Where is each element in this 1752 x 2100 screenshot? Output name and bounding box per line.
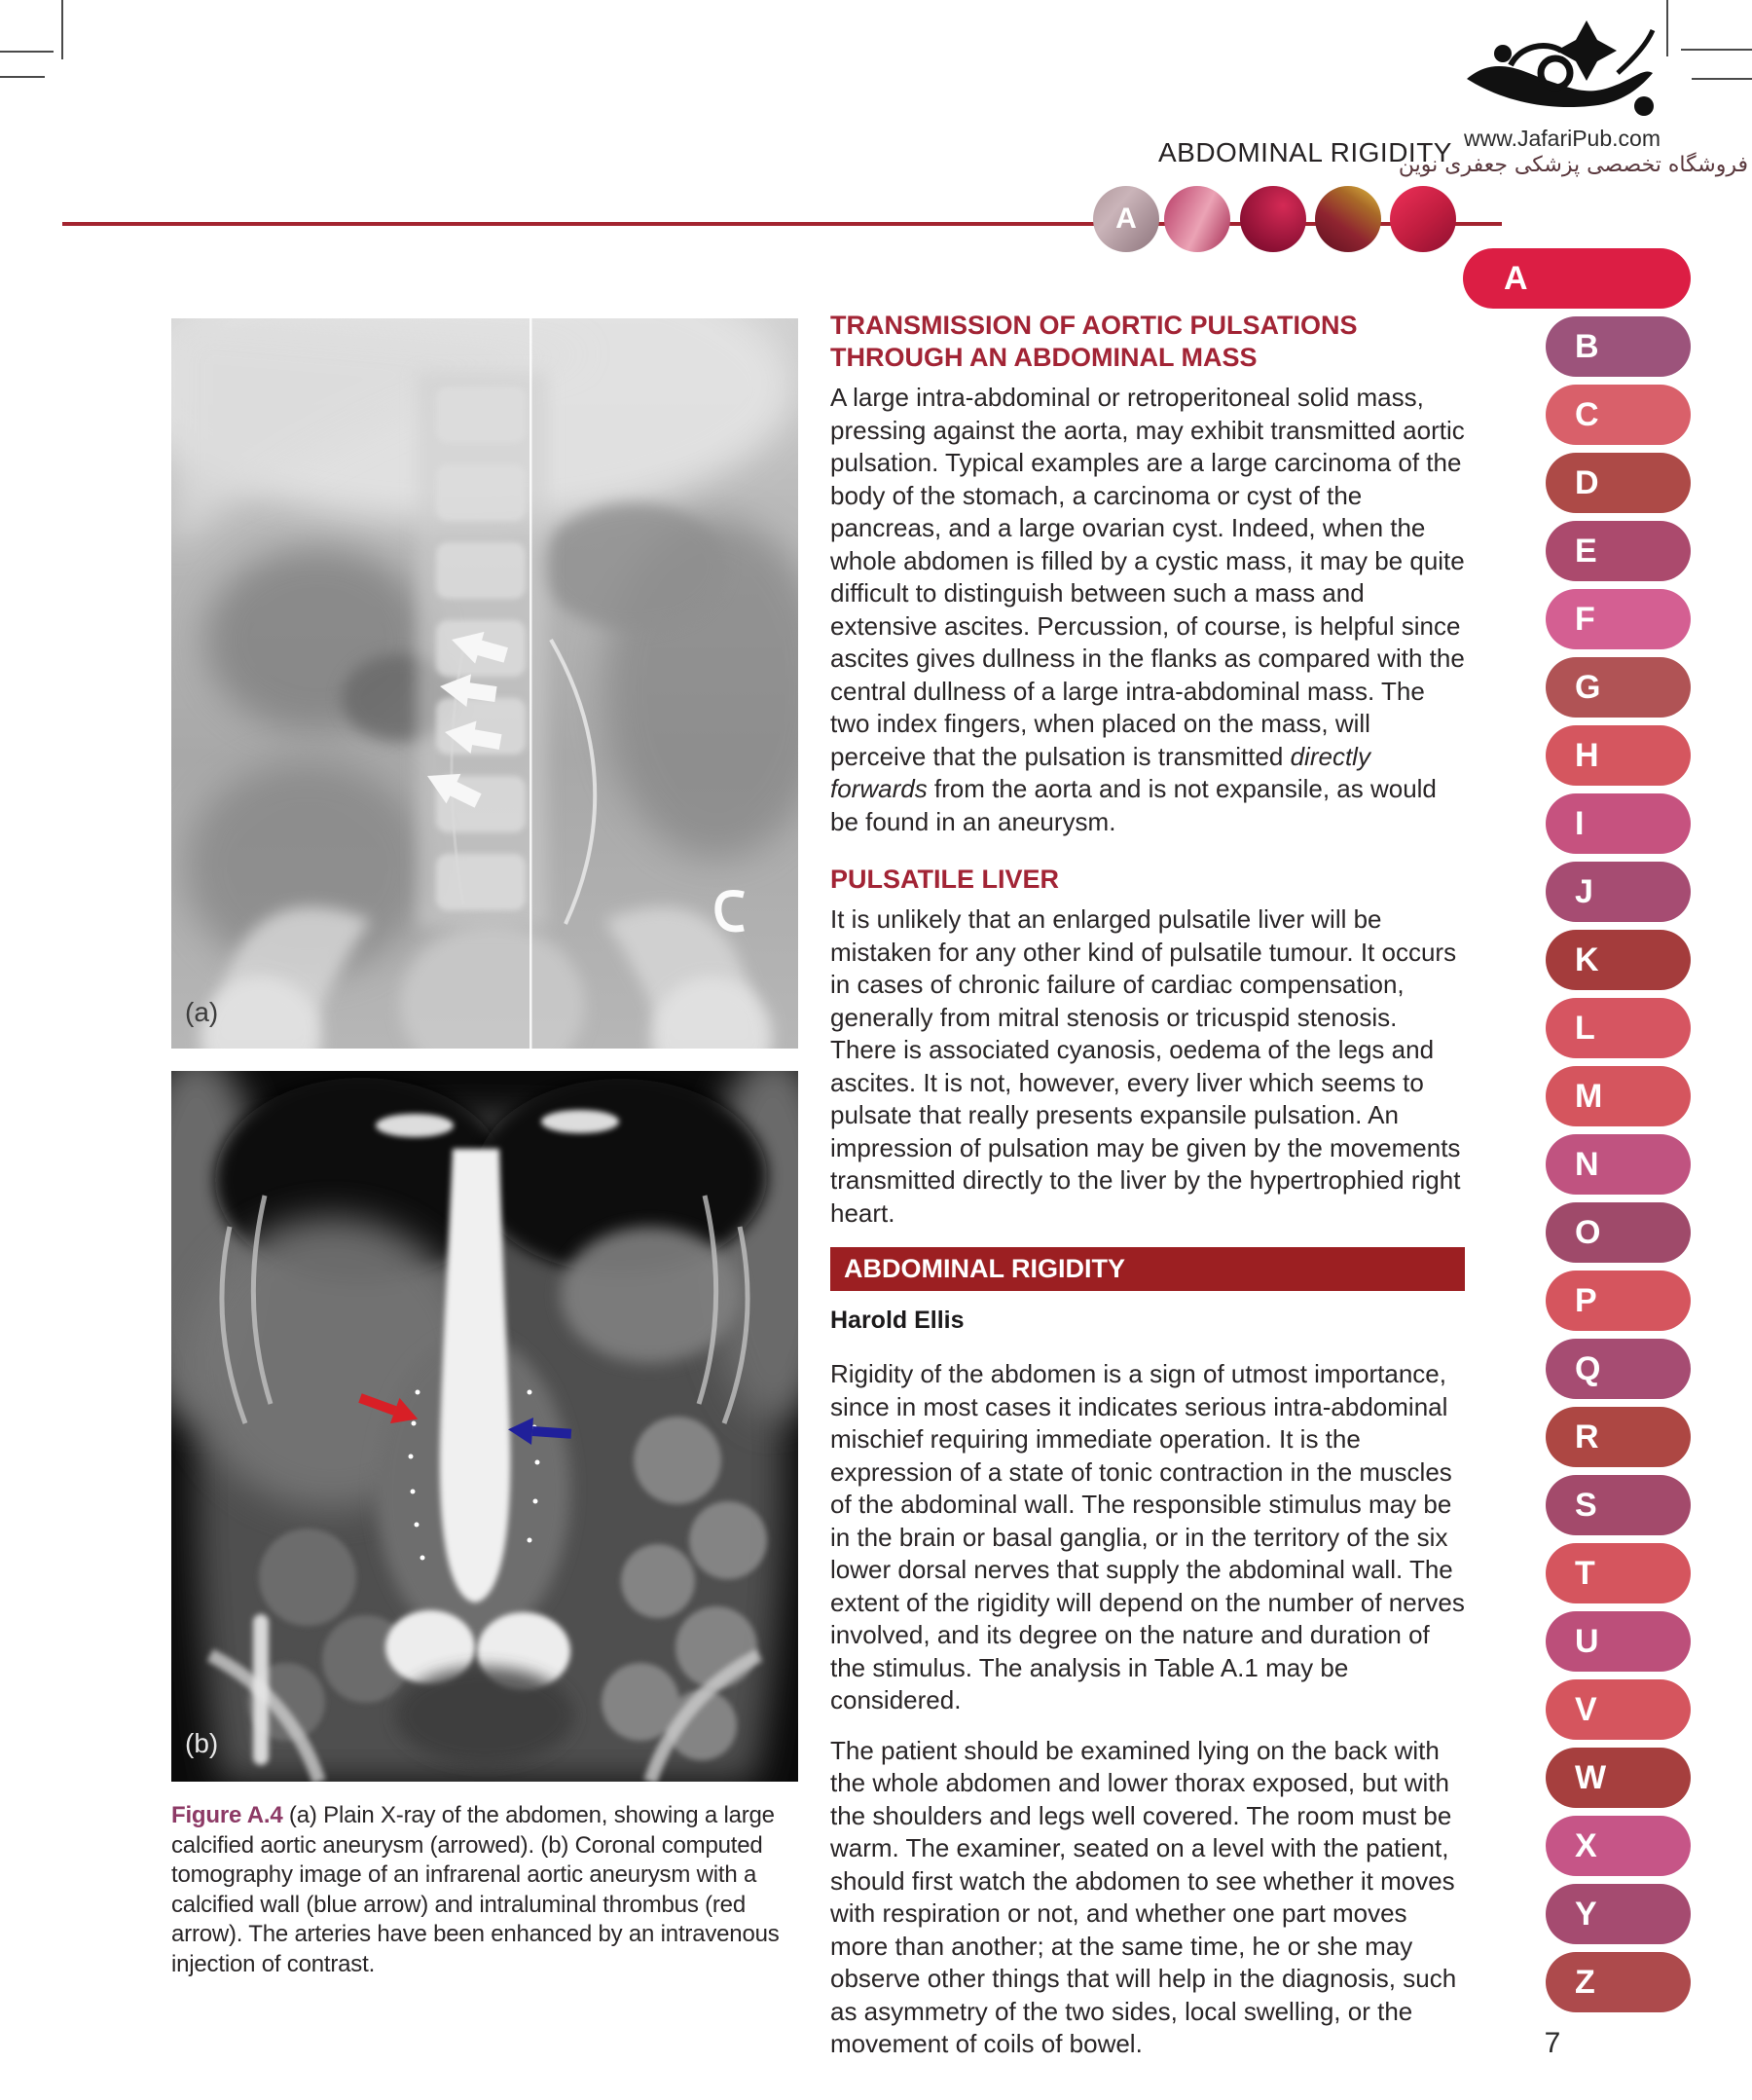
sidebar-tab-I: [1546, 793, 1691, 854]
sidebar-tab-K: [1546, 930, 1691, 990]
section-heading-pulsatile-liver: PULSATILE LIVER: [830, 865, 1060, 894]
paragraph-rigidity-2: The patient should be examined lying on the back with the whole abdomen and lower thorax exposed, but with the shoulders and legs well covered. The room must be warm. The examiner, seated on a level with the patient, should first watch the abdomen to see whether it moves with respiration or not, and whether one part moves more than another; at the same time, he or she may observe other things that will help in the diagnosis, such as asymmetry of the two sides, local swelling, or the movement of coils of bowel.: [830, 1735, 1457, 2058]
decorative-circle: [1315, 186, 1381, 252]
sidebar-tab-U: [1546, 1611, 1691, 1672]
figure-caption-number: Figure A.4: [171, 1802, 283, 1828]
crop-mark: [61, 0, 63, 59]
sidebar-tab-C: [1546, 385, 1691, 445]
sidebar-tab-letter: N: [1575, 1146, 1599, 1183]
crop-mark: [1666, 0, 1668, 56]
sidebar-tab-H: [1546, 725, 1691, 786]
sidebar-tab-letter: C: [1575, 396, 1599, 433]
sidebar-tab-letter: X: [1575, 1827, 1597, 1864]
publisher-tagline-farsi: فروشگاه تخصصی پزشکی جعفری نوین: [1398, 153, 1748, 177]
sidebar-tab-letter: T: [1575, 1555, 1595, 1592]
sidebar-tab-letter: A: [1504, 260, 1528, 297]
sidebar-tab-J: [1546, 862, 1691, 922]
figure-b-label: (b): [185, 1728, 219, 1758]
sidebar-tab-L: [1546, 998, 1691, 1058]
section-letter: A: [1115, 203, 1137, 235]
figure-caption-text: (a) Plain X-ray of the abdomen, showing a large calcified aortic aneurysm (arrowed). (b) Coronal computed tomography image of an infrarenal aortic aneurysm with a calcified wall (blue arrow) and intraluminal thrombus (red arrow). The arteries have been enhanced by an intravenous injection of contrast.: [171, 1802, 780, 1977]
sidebar-tab-letter: U: [1575, 1623, 1599, 1660]
sidebar-tab-letter: E: [1575, 533, 1597, 570]
sidebar-tab-letter: W: [1575, 1759, 1607, 1796]
paragraph-rigidity-1: Rigidity of the abdomen is a sign of utmost importance, since in most cases it indicates serious intra-abdominal mischief requiring immediate operation. It is the expression of a state of tonic contraction in the muscles of the abdominal wall. The responsible stimulus may be in the brain or basal ganglia, or in the territory of the six lower dorsal nerves that supply the abdominal wall. The extent of the rigidity will depend on the number of nerves involved, and its degree on the nature and duration of the stimulus. The analysis in Table A.1 may be considered.: [830, 1359, 1465, 1714]
publisher-url: www.JafariPub.com: [1464, 126, 1661, 151]
paragraph-text: A large intra-abdominal or retroperitoneal solid mass, pressing against the aorta, may exhibit transmitted aortic pulsation. Typical examples are a large carcinoma of the body of the stomach, a carcinoma or cyst of the pancreas, and a large ovarian cyst. Indeed, when the whole abdomen is filled by a cystic mass, it may be quite difficult to distinguish between such a mass and extensive ascites. Percussion, of course, is helpful since ascites gives dullness in the flanks as compared with the central dullness of a large intra-abdominal mass. The two index fingers, when placed on the mass, will perceive that the pulsation is transmitted: [830, 383, 1465, 771]
page-number: 7: [1544, 2027, 1561, 2059]
sidebar-tab-M: [1546, 1066, 1691, 1126]
decorative-circle: [1164, 186, 1230, 252]
sidebar-tab-F: [1546, 589, 1691, 649]
sidebar-tab-letter: V: [1575, 1691, 1597, 1728]
sidebar-tab-E: [1546, 521, 1691, 581]
sidebar-tab-letter: Z: [1575, 1964, 1595, 2001]
chapter-banner-abdominal-rigidity: ABDOMINAL RIGIDITY: [830, 1247, 1465, 1291]
figure-a-label: (a): [185, 997, 219, 1027]
section-letter-circle: [1093, 186, 1159, 252]
publisher-logo-icon: [1452, 18, 1666, 127]
sidebar-tab-letter: O: [1575, 1214, 1601, 1251]
sidebar-tab-letter: P: [1575, 1282, 1597, 1319]
sidebar-tab-X: [1546, 1816, 1691, 1876]
sidebar-tab-letter: M: [1575, 1078, 1603, 1115]
sidebar-tab-R: [1546, 1407, 1691, 1467]
sidebar-tab-Y: [1546, 1884, 1691, 1944]
page-running-title: ABDOMINAL RIGIDITY: [1157, 137, 1452, 167]
crop-mark: [0, 51, 54, 53]
sidebar-tab-N: [1546, 1134, 1691, 1195]
sidebar-tab-letter: J: [1575, 873, 1593, 910]
sidebar-tab-A: [1463, 248, 1691, 309]
text-column: [830, 310, 1465, 2079]
crop-mark: [1692, 78, 1752, 80]
sidebar-tab-B: [1546, 316, 1691, 377]
sidebar-tab-T: [1546, 1543, 1691, 1603]
sidebar-tab-letter: I: [1575, 805, 1585, 842]
xray-film-line: [529, 318, 532, 1049]
crop-mark: [1681, 49, 1752, 51]
sidebar-tab-letter: H: [1575, 737, 1599, 774]
sidebar-tab-letter: Y: [1575, 1896, 1597, 1933]
sidebar-tab-P: [1546, 1271, 1691, 1331]
sidebar-tab-S: [1546, 1475, 1691, 1535]
sidebar-tab-letter: D: [1575, 464, 1599, 501]
sidebar-tab-V: [1546, 1679, 1691, 1740]
sidebar-tab-letter: K: [1575, 941, 1599, 978]
crop-mark: [0, 76, 45, 78]
sidebar-tab-D: [1546, 453, 1691, 513]
section-heading-transmission: TRANSMISSION OF AORTIC PULSATIONS THROUGH AN ABDOMINAL MASS: [830, 311, 1358, 372]
sidebar-tab-letter: G: [1575, 669, 1601, 706]
figure-caption: [171, 1801, 809, 1979]
sidebar-tab-letter: L: [1575, 1010, 1595, 1047]
sidebar-tab-letter: F: [1575, 601, 1595, 638]
sidebar-tab-letter: B: [1575, 328, 1599, 365]
sidebar-tab-G: [1546, 657, 1691, 718]
paragraph-transmission: [830, 382, 1465, 838]
decorative-circle: [1240, 186, 1306, 252]
sidebar-tab-letter: Q: [1575, 1350, 1601, 1387]
sidebar-tab-Q: [1546, 1339, 1691, 1399]
ct-aorta-lumen: [440, 1149, 510, 1603]
author-name: Harold Ellis: [830, 1307, 965, 1334]
sidebar-tab-letter: R: [1575, 1418, 1599, 1455]
sidebar-tab-letter: S: [1575, 1487, 1597, 1524]
sidebar-tab-Z: [1546, 1952, 1691, 2012]
paragraph-text: from the aorta and is not expansile, as would be found in an aneurysm.: [830, 774, 1437, 836]
sidebar-tab-O: [1546, 1202, 1691, 1263]
paragraph-italic-text: directly forwards: [830, 741, 1370, 803]
paragraph-pulsatile-liver: It is unlikely that an enlarged pulsatile liver will be mistaken for any other kind of pulsatile tumour. It occurs in cases of chronic failure of cardiac compensation, generally from mitral stenosis or tricuspid stenosis. There is associated cyanosis, oedema of the legs and ascites. It is not, however, every liver which seems to pulsate that really presents expansile pulsation. An impression of pulsation may be given by the movements transmitted directly to the liver by the hypertrophied right heart.: [830, 904, 1461, 1228]
sidebar-tab-W: [1546, 1748, 1691, 1808]
decorative-circle: [1390, 186, 1456, 252]
ct-figure-b: [171, 1071, 798, 1782]
xray-figure-a: [171, 318, 798, 1049]
